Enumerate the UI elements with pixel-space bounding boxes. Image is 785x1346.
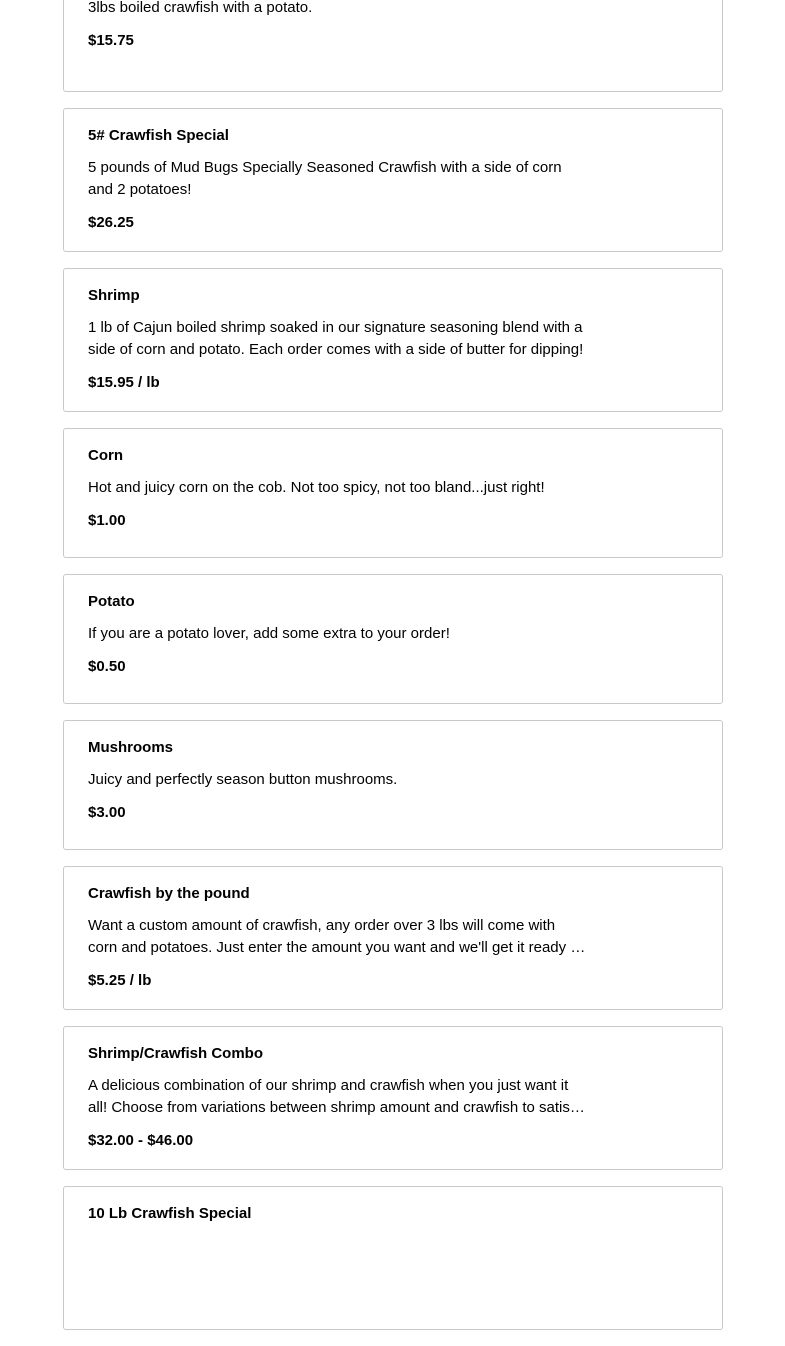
menu-item-price: $32.00 - $46.00 bbox=[88, 1132, 194, 1149]
menu-item-description: 3lbs boiled crawfish with a potato. bbox=[88, 0, 313, 16]
menu-item-title: Potato bbox=[88, 593, 135, 610]
menu-item-title: Shrimp bbox=[88, 287, 140, 304]
menu-item-description: Want a custom amount of crawfish, any order over 3 lbs will come with corn and potatoes. Just enter the amount you want and we'll get it ready for bbox=[88, 917, 588, 956]
menu-item-title: 10 Lb Crawfish Special bbox=[88, 1205, 252, 1222]
menu-item-card[interactable] bbox=[63, 1026, 723, 1170]
menu-item-description: Juicy and perfectly season button mushrooms. bbox=[88, 771, 398, 788]
menu-item-price: $1.00 bbox=[88, 512, 126, 529]
menu-item-card[interactable] bbox=[63, 720, 723, 850]
menu-item-card[interactable] bbox=[63, 866, 723, 1010]
menu-item-price: $0.50 bbox=[88, 658, 126, 675]
menu-item-list bbox=[63, 0, 723, 1346]
menu-item-title: Shrimp/Crawfish Combo bbox=[88, 1045, 264, 1062]
menu-item-card[interactable] bbox=[63, 108, 723, 252]
menu-item-description: Hot and juicy corn on the cob. Not too spicy, not too bland...just right! bbox=[88, 479, 545, 496]
menu-item-card[interactable] bbox=[63, 574, 723, 704]
menu-item-title: Mushrooms bbox=[88, 739, 174, 756]
menu-item-title: Crawfish by the pound bbox=[88, 885, 250, 902]
menu-item-description: A delicious combination of our shrimp and crawfish when you just want it all! Choose from variations between shrimp amount and crawfish to satisfy bbox=[88, 1077, 582, 1116]
menu-item-price: $5.25 / lb bbox=[88, 972, 152, 989]
menu-item-card[interactable] bbox=[63, 0, 723, 92]
menu-item-description: 5 pounds of Mud Bugs Specially Seasoned Crawfish with a side of corn and 2 potatoes! bbox=[88, 159, 562, 198]
menu-item-card[interactable] bbox=[63, 1186, 723, 1330]
menu-item-price: $26.25 bbox=[88, 214, 134, 231]
menu-item-title: Corn bbox=[88, 447, 123, 464]
menu-item-description: 1 lb of Cajun boiled shrimp soaked in our signature seasoning blend with a side of corn and potato. Each order comes with a side of butter for dipping! bbox=[88, 319, 584, 358]
menu-item-card[interactable] bbox=[63, 428, 723, 558]
menu-item-price: $15.75 bbox=[88, 32, 134, 49]
menu-item-card[interactable] bbox=[63, 268, 723, 412]
menu-item-price: $3.00 bbox=[88, 804, 126, 821]
menu-item-title: 5# Crawfish Special bbox=[88, 127, 229, 144]
menu-item-description: If you are a potato lover, add some extra to your order! bbox=[88, 625, 450, 642]
menu-item-price: $15.95 / lb bbox=[88, 374, 160, 391]
